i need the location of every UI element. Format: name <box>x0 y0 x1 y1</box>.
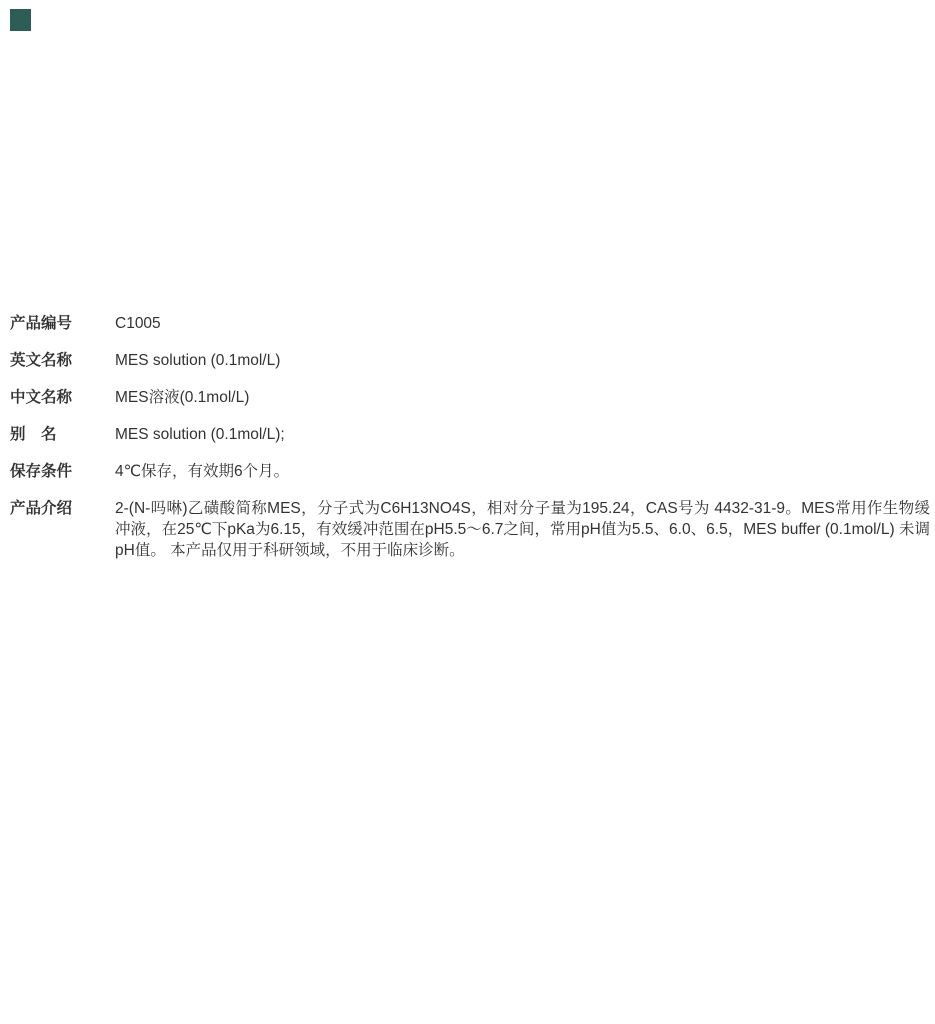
product-description-row <box>10 498 932 561</box>
alias-row <box>10 424 932 445</box>
storage-condition-value: 4℃保存，有效期6个月。 <box>115 463 290 480</box>
alias-value: MES solution (0.1mol/L); <box>115 426 285 443</box>
alias-label: 别 名 <box>10 426 57 443</box>
product-description-value: 2-(N-吗啉)乙磺酸简称MES，分子式为C6H13NO4S，相对分子量为195.24，CAS号为 4432-31-9。MES常用作生物缓冲液，在25℃下pKa为6.15，有效缓冲范围在pH5.5～6.7之间，常用pH值为5.5、6.0、6.5，MES buffer (0.1mol/L) 未调pH值。 本产品仅用于科研领域，不用于临床诊断。 <box>115 500 930 559</box>
english-name-row <box>10 350 932 371</box>
product-description-label: 产品介绍 <box>10 500 73 517</box>
product-code-value: C1005 <box>115 315 161 332</box>
product-spec-table <box>10 313 932 577</box>
english-name-value: MES solution (0.1mol/L) <box>115 352 281 369</box>
storage-condition-label: 保存条件 <box>10 463 73 480</box>
product-code-row <box>10 313 932 334</box>
storage-condition-row <box>10 461 932 482</box>
english-name-label: 英文名称 <box>10 352 73 369</box>
chinese-name-label: 中文名称 <box>10 389 73 406</box>
chinese-name-row <box>10 387 932 408</box>
product-code-label: 产品编号 <box>10 315 73 332</box>
chinese-name-value: MES溶液(0.1mol/L) <box>115 389 250 406</box>
brand-accent-square <box>10 9 31 31</box>
